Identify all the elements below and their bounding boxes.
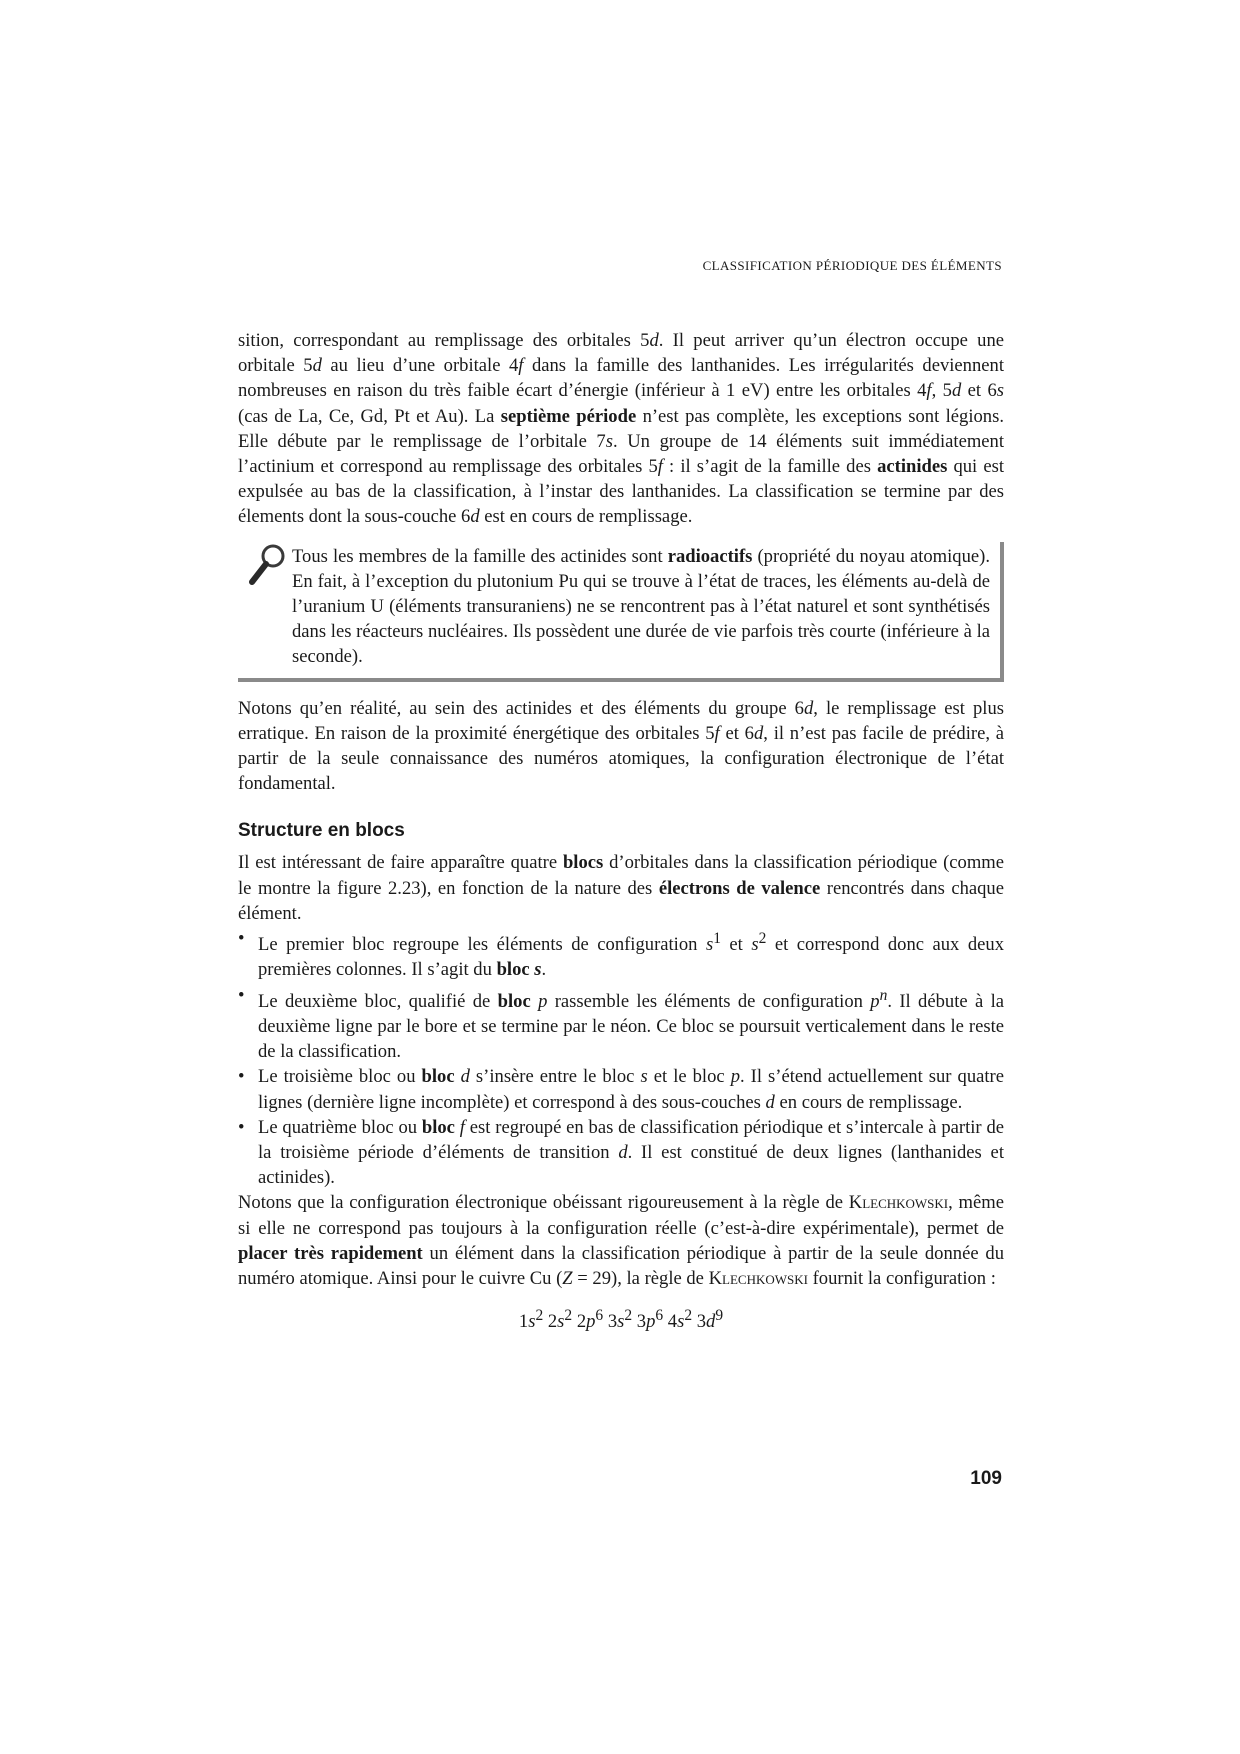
- orbital-term: $2p^6$: [576, 1307, 604, 1333]
- running-header: CLASSIFICATION PÉRIODIQUE DES ÉLÉMENTS: [702, 258, 1002, 273]
- section-heading-blocks: Structure en blocs: [238, 820, 405, 842]
- list-item-bloc-d: • Le troisième bloc ou bloc d s’insère entre le bloc s et le bloc p. Il s’étend actuellement sur quatre lignes (dernière ligne incomplète) et correspond à des sous-couches d en cours de remplissage.: [238, 1064, 1004, 1114]
- paragraph-lanthanides-actinides: sition, correspondant au remplissage des orbitales 5d. Il peut arriver qu’un électron occupe une orbitale 5d au lieu d’une orbitale 4f dans la famille des lanthanides. Les irrégularités deviennent nombreuses en raison du très faible écart d’énergie (inférieur à 1 eV) entre les orbitales 4f, 5d et 6s (cas de La, Ce, Gd, Pt et Au). La septième période n’est pas complète, les exceptions sont légions. Elle débute par le remplissage de l’orbitale 7s. Un groupe de 14 éléments suit immédiatement l’actinium et correspond au remplissage des orbitales 5f : il s’agit de la famille des actinides qui est expulsée au bas de la classification, à l’instar des lanthanides. La classification se termine par des élements dont la sous-couche 6d est en cours de remplissage.: [238, 330, 1005, 528]
- note-text: Tous les membres de la famille des actinides sont radioactifs (propriété du noyau atomique). En fait, à l’exception du plutonium Pu qui se trouve à l’état de traces, les éléments au-delà de l’uranium U (éléments transuraniens) ne se rencontrent pas à l’état naturel et sont synthétisés dans les réacteurs nucléaires. Ils possèdent une durée de vie parfois très courte (inférieure à la seconde).: [292, 545, 990, 668]
- list-item-bloc-p: • Le deuxième bloc, qualifié de bloc p rassemble les éléments de configuration $p^n$. Il débute à la deuxième ligne par le bore et se termine par le néon. Ce bloc se poursuit verticalement dans le reste de la classification.: [238, 983, 1004, 1065]
- blocks-list: [238, 926, 1004, 1190]
- copper-configuration-equation: [238, 1303, 1004, 1334]
- orbital-term: $4s^2$: [667, 1307, 693, 1333]
- orbital-term: $1s^2$: [518, 1307, 544, 1333]
- list-item-bloc-s: • Le premier bloc regroupe les éléments de configuration $s^1$ et $s^2$ et correspond donc aux deux premières colonnes. Il s’agit du bloc s.: [238, 926, 1004, 983]
- magnifier-icon: [248, 542, 288, 588]
- paragraph-klechkowski: Notons que la configuration électronique obéissant rigoureusement à la règle de Klechkowski, même si elle ne correspond pas toujours à la configuration réelle (c’est-à-dire expérimentale), permet de placer très rapidement un élément dans la classification périodique à partir de la seule donnée du numéro atomique. Ainsi pour le cuivre Cu (Z = 29), la règle de Klechkowski fournit la configuration :: [238, 1192, 1004, 1290]
- orbital-term: $2s^2$: [547, 1307, 573, 1333]
- orbital-term: $3s^2$: [607, 1307, 633, 1333]
- list-item-bloc-f: • Le quatrième bloc ou bloc f est regroupé en bas de classification périodique et s’intercale à partir de la troisième période d’éléments de transition d. Il est constitué de deux lignes (lanthanides et actinides).: [238, 1115, 1004, 1191]
- paragraph-erratic-filling: Notons qu’en réalité, au sein des actinides et des éléments du groupe 6d, le remplissage est plus erratique. En raison de la proximité énergétique des orbitales 5f et 6d, il n’est pas facile de prédire, à partir de la seule connaissance des numéros atomiques, la configuration électronique de l’état fondamental.: [238, 697, 1005, 795]
- orbital-term: $3p^6$: [636, 1307, 664, 1333]
- orbital-term: $3d^9$: [696, 1307, 724, 1333]
- paragraph-blocks-intro: Il est intéressant de faire apparaître quatre blocs d’orbitales dans la classification périodique (comme le montre la figure 2.23), en fonction de la nature des électrons de valence rencontrés dans chaque élément.: [238, 852, 1004, 924]
- note-box-radioactivity: [238, 542, 1004, 682]
- page-body: [238, 328, 1004, 1335]
- page-number: 109: [970, 1468, 1002, 1489]
